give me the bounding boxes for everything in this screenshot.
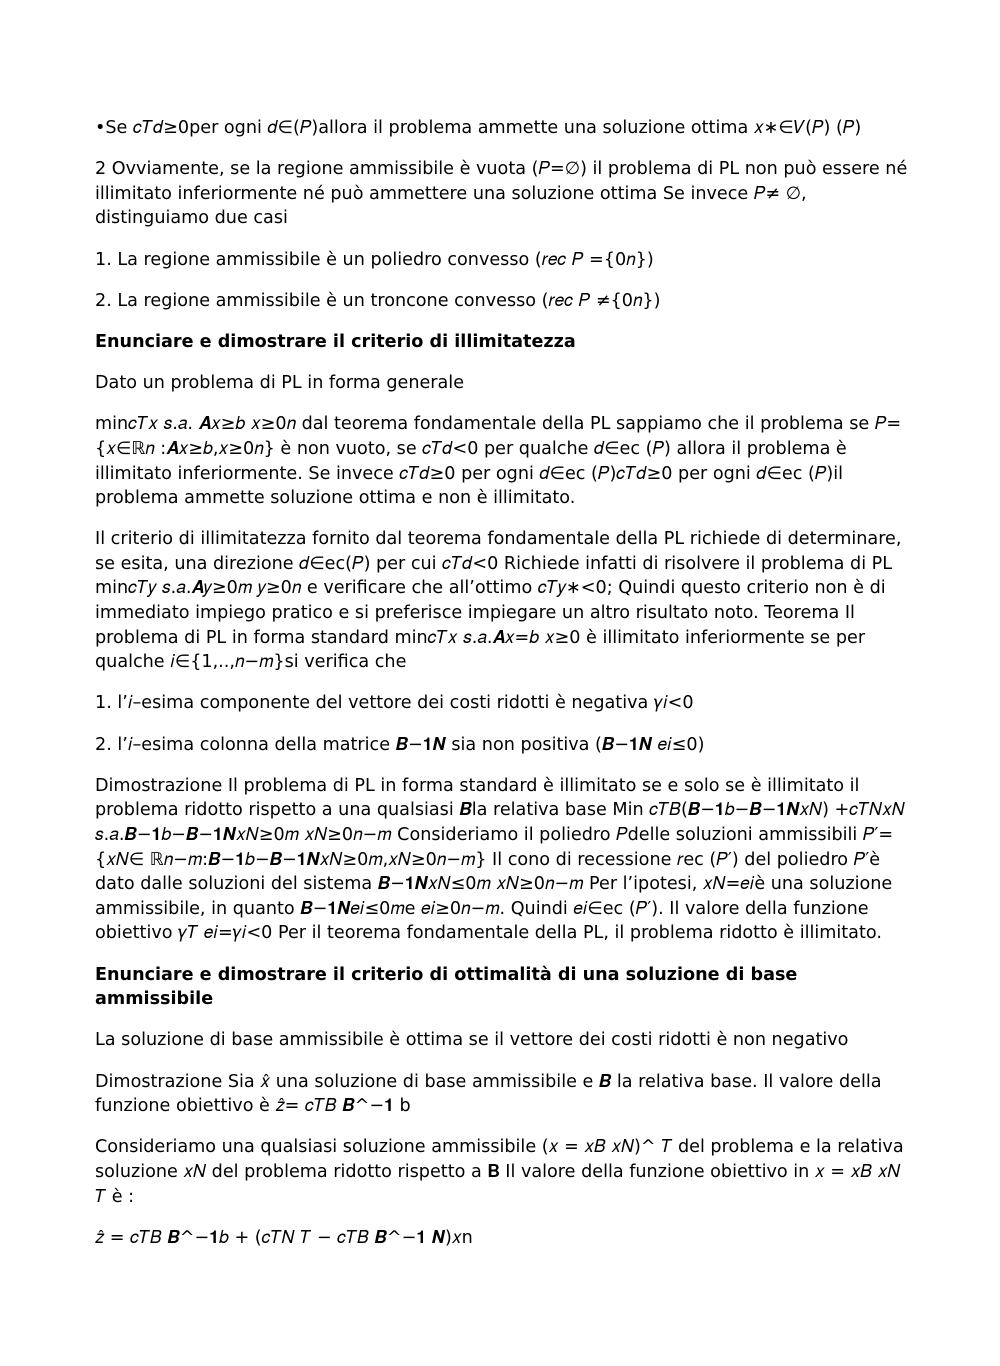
paragraph-pl-general-form: Dato un problema di PL in forma generale (95, 373, 465, 394)
formula-objective-value: 𝑧̂ = 𝑐𝑇𝐵 𝑩^−𝟏𝑏 + (𝑐𝑇𝑁 𝑇 − 𝑐𝑇𝐵 𝑩^−𝟏 𝑵)𝑥n (95, 1227, 473, 1248)
document-page (95, 116, 910, 1267)
paragraph-feasible-solution: Consideriamo una qualsiasi soluzione ammissibile (𝑥 = 𝑥𝐵 𝑥𝑁)^ 𝑇 del problema e la relativa soluzione 𝑥𝑁 del problema ridotto rispetto a 𝐁 Il valore della funzione obiettivo in 𝑥 = 𝑥𝐵 𝑥𝑁 𝑇 è : (95, 1137, 904, 1207)
paragraph-proof-optimality: Dimostrazione Sia 𝑥̂ una soluzione di base ammissibile e 𝑩 la relativa base. Il valore della funzione obiettivo è 𝑧̂= 𝑐𝑇𝐵 𝑩^−𝟏 b (95, 1071, 882, 1117)
condition-reduced-cost-negative: 1. l’𝑖–esima componente del vettore dei costi ridotti è negativa 𝛾𝑖<0 (95, 693, 694, 714)
section-heading-optimality: Enunciare e dimostrare il criterio di ottimalità di una soluzione di base ammissibile (95, 964, 798, 1010)
paragraph-proof-unboundedness: Dimostrazione Il problema di PL in forma standard è illimitato se e solo se è illimitato il problema ridotto rispetto a una qualsiasi 𝑩la relativa base Min 𝑐𝑇𝐵(𝑩−𝟏𝑏−𝑩−𝟏𝑵𝑥𝑁) +𝑐𝑇𝑁𝑥𝑁 𝑠.𝑎.𝑩−𝟏𝑏−𝑩−𝟏𝑵𝑥𝑁≥0𝑚 𝑥𝑁≥0𝑛−𝑚 Consideriamo il poliedro 𝑃delle soluzioni ammissibili 𝑃′={𝑥𝑁∈ ℝ𝑛−𝑚:𝑩−𝟏𝑏−𝑩−𝟏𝑵𝑥𝑁≥0𝑚,𝑥𝑁≥0𝑛−𝑚} Il cono di recessione 𝑟ec (𝑃′) del poliedro 𝑃′è dato dalle soluzioni del sistema 𝑩−𝟏𝑵𝑥𝑁≤0𝑚 𝑥𝑁≥0𝑛−𝑚 Per l’ipotesi, 𝑥𝑁=𝑒𝑖è una soluzione ammissibile, in quanto 𝑩−𝟏𝑵𝑒𝑖≤0𝑚e 𝑒𝑖≥0𝑛−𝑚. Quindi 𝑒𝑖∈ec (𝑃′). Il valore della funzione obiettivo 𝛾𝑇 𝑒𝑖=𝛾𝑖<0 Per il teorema fondamentale della PL, il problema ridotto è illimitato. (95, 775, 905, 944)
bullet-optimal-solution-condition: •Se 𝑐𝑇𝑑≥0per ogni 𝑑∈(𝑃)allora il problema ammette una soluzione ottima 𝑥∗∈𝑉(𝑃) (𝑃) (95, 118, 862, 138)
case-polyhedron: 1. La regione ammissibile è un poliedro convesso (𝑟𝑒𝑐 𝑃 ={0𝑛}) (95, 249, 654, 270)
section-heading-unboundedness: Enunciare e dimostrare il criterio di illimitatezza (95, 331, 576, 352)
paragraph-fundamental-theorem: min𝑐𝑇𝑥 𝑠.𝑎. 𝑨𝑥≥𝑏 𝑥≥0𝑛 dal teorema fondamentale della PL sappiamo che il problema se 𝑃={𝑥∈ℝ𝑛 :𝑨𝑥≥𝑏,𝑥≥0𝑛} è non vuoto, se 𝑐𝑇𝑑<0 per qualche 𝑑∈ec (𝑃) allora il problema è illimitato inferiormente. Se invece 𝑐𝑇𝑑≥0 per ogni 𝑑∈ec (𝑃)𝑐𝑇𝑑≥0 per ogni 𝑑∈ec (𝑃)il problema ammette soluzione ottima e non è illimitato. (95, 414, 902, 509)
paragraph-criterion-theorem: Il criterio di illimitatezza fornito dal teorema fondamentale della PL richiede di determinare, se esita, una direzione 𝑑∈ec(𝑃) per cui 𝑐𝑇𝑑<0 Richiede infatti di risolvere il problema di PL min𝑐𝑇𝑦 𝑠.𝑎.𝑨𝑦≥0𝑚 𝑦≥0𝑛 e verificare che all’ottimo 𝑐𝑇𝑦∗<0; Quindi questo criterio non è di immediato impiego pratico e si preferisce impiegare un altro risultato noto. Teorema Il problema di PL in forma standard min𝑐𝑇𝑥 𝑠.𝑎.𝑨𝑥=𝑏 𝑥≥0 è illimitato inferiormente se per qualche 𝑖∈{1,..,𝑛−𝑚}si verifica che (95, 529, 902, 673)
paragraph-optimality-statement: La soluzione di base ammissibile è ottima se il vettore dei costi ridotti è non negativo (95, 1030, 849, 1051)
condition-column-nonpositive: 2. l’𝑖–esima colonna della matrice 𝑩−𝟏𝑵 sia non positiva (𝑩−𝟏𝑵 𝑒𝑖≤0) (95, 734, 705, 755)
paragraph-empty-region-cases: 2 Ovviamente, se la regione ammissibile è vuota (𝑃=∅) il problema di PL non può essere né illimitato inferiormente né può ammettere una soluzione ottima Se invece 𝑃≠ ∅, distinguiamo due casi (95, 159, 908, 229)
case-truncated-cone: 2. La regione ammissibile è un troncone convesso (𝑟𝑒𝑐 𝑃 ≠{0𝑛}) (95, 290, 661, 311)
